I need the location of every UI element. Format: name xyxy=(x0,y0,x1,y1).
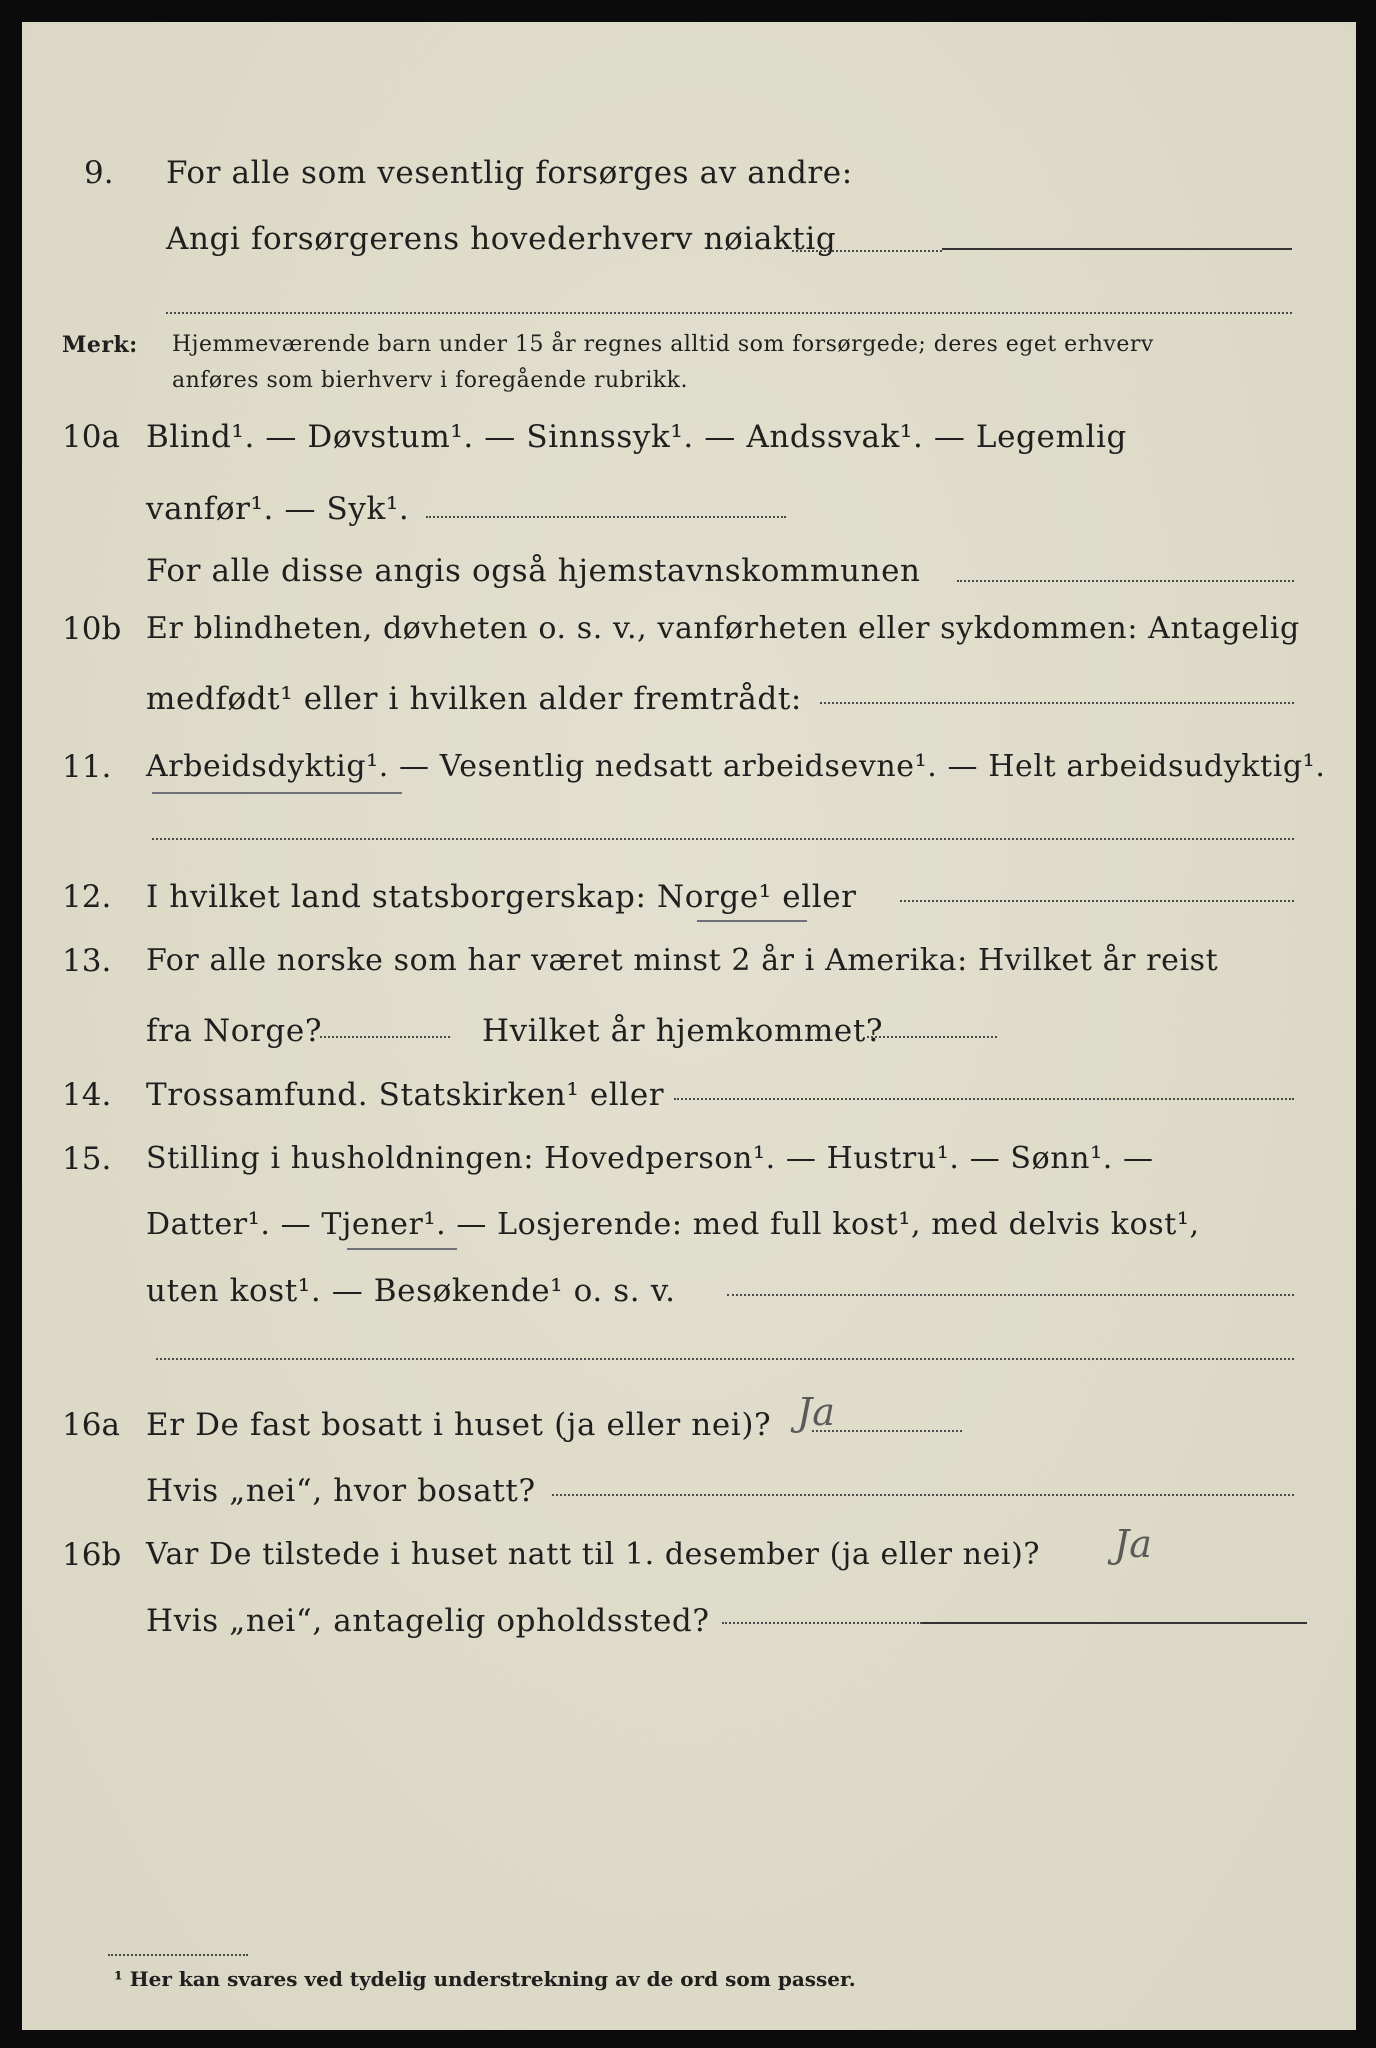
q12-answer-dots[interactable] xyxy=(900,900,1294,902)
q13-number: 13. xyxy=(62,943,112,979)
merk-line2: anføres som bierhverv i foregående rubrikk. xyxy=(172,368,689,393)
q11-line1: Arbeidsdyktig¹. — Vesentlig nedsatt arbeidsevne¹. — Helt arbeidsudyktig¹. xyxy=(146,749,1326,784)
q16a-answer-dots[interactable] xyxy=(812,1430,962,1432)
q14-answer-dots[interactable] xyxy=(674,1098,1294,1100)
q10a-line1: Blind¹. — Døvstum¹. — Sinnssyk¹. — Andssvak¹. — Legemlig xyxy=(146,419,1127,455)
q14-line1: Trossamfund. Statskirken¹ eller xyxy=(146,1077,665,1113)
q13-line1: For alle norske som har været minst 2 år i Amerika: Hvilket år reist xyxy=(146,943,1219,978)
q16a-residence-dots[interactable] xyxy=(552,1494,1294,1496)
q9-line1: For alle som vesentlig forsørges av andre: xyxy=(166,155,853,191)
q9-number: 9. xyxy=(84,155,114,191)
q16a-number: 16a xyxy=(62,1407,120,1443)
q11-answer-dots[interactable] xyxy=(152,838,1294,840)
q16b-place-line[interactable] xyxy=(922,1622,1307,1624)
q10a-line3: For alle disse angis også hjemstavnskommunen xyxy=(146,553,921,589)
q15-line3: uten kost¹. — Besøkende¹ o. s. v. xyxy=(146,1273,676,1309)
q10b-number: 10b xyxy=(62,611,122,647)
q16b-handwritten-answer[interactable]: Ja xyxy=(1114,1522,1152,1566)
q16b-number: 16b xyxy=(62,1537,122,1573)
q15-line1: Stilling i husholdningen: Hovedperson¹. — Hustru¹. — Sønn¹. — xyxy=(146,1141,1154,1176)
q16a-line1: Er De fast bosatt i huset (ja eller nei)? xyxy=(146,1407,772,1443)
q12-line1: I hvilket land statsborgerskap: Norge¹ eller xyxy=(146,879,857,915)
q9-answer-dots-2[interactable] xyxy=(166,312,1292,314)
q11-underline-mark xyxy=(152,792,402,794)
merk-line1: Hjemmeværende barn under 15 år regnes alltid som forsørgede; deres eget erhverv xyxy=(172,332,1154,357)
q15-underline-mark xyxy=(347,1248,457,1250)
q10a-number: 10a xyxy=(62,419,120,455)
q13-line2a: fra Norge? xyxy=(146,1013,323,1049)
q9-answer-dots[interactable] xyxy=(792,250,942,252)
census-form-page xyxy=(22,22,1356,2030)
q10a-hometown-dots[interactable] xyxy=(957,580,1294,582)
q15-line2: Datter¹. — Tjener¹. — Losjerende: med full kost¹, med delvis kost¹, xyxy=(146,1207,1200,1242)
q9-line2: Angi forsørgerens hovederhverv nøiaktig xyxy=(166,221,837,257)
q10a-line2: vanfør¹. — Syk¹. xyxy=(146,491,410,527)
q10b-answer-dots[interactable] xyxy=(820,702,1294,704)
q14-number: 14. xyxy=(62,1077,112,1113)
footnote-text: ¹ Her kan svares ved tydelig understrekning av de ord som passer. xyxy=(114,1967,856,1991)
q16b-line2: Hvis „nei“, antagelig opholdssted? xyxy=(146,1603,710,1639)
footnote-separator xyxy=(108,1954,248,1956)
q16a-line2: Hvis „nei“, hvor bosatt? xyxy=(146,1473,536,1509)
q11-number: 11. xyxy=(62,749,112,785)
q13-left-year-dots[interactable] xyxy=(320,1036,450,1038)
q13-line2b: Hvilket år hjemkommet? xyxy=(482,1013,884,1049)
q12-underline-mark xyxy=(697,920,807,922)
q12-number: 12. xyxy=(62,879,112,915)
q10a-answer-dots[interactable] xyxy=(426,516,786,518)
q16a-handwritten-answer[interactable]: Ja xyxy=(797,1390,835,1434)
q15-answer-dots-2[interactable] xyxy=(156,1358,1294,1360)
q16b-place-dots[interactable] xyxy=(722,1622,922,1624)
merk-label: Merk: xyxy=(62,332,138,358)
q9-answer-line[interactable] xyxy=(942,248,1292,250)
q15-answer-dots[interactable] xyxy=(727,1294,1294,1296)
q16b-line1: Var De tilstede i huset natt til 1. desember (ja eller nei)? xyxy=(146,1537,1041,1572)
q15-number: 15. xyxy=(62,1141,112,1177)
q10b-line1: Er blindheten, døvheten o. s. v., vanførheten eller sykdommen: Antagelig xyxy=(146,611,1300,646)
q13-return-year-dots[interactable] xyxy=(867,1036,997,1038)
q10b-line2: medfødt¹ eller i hvilken alder fremtrådt: xyxy=(146,681,802,717)
